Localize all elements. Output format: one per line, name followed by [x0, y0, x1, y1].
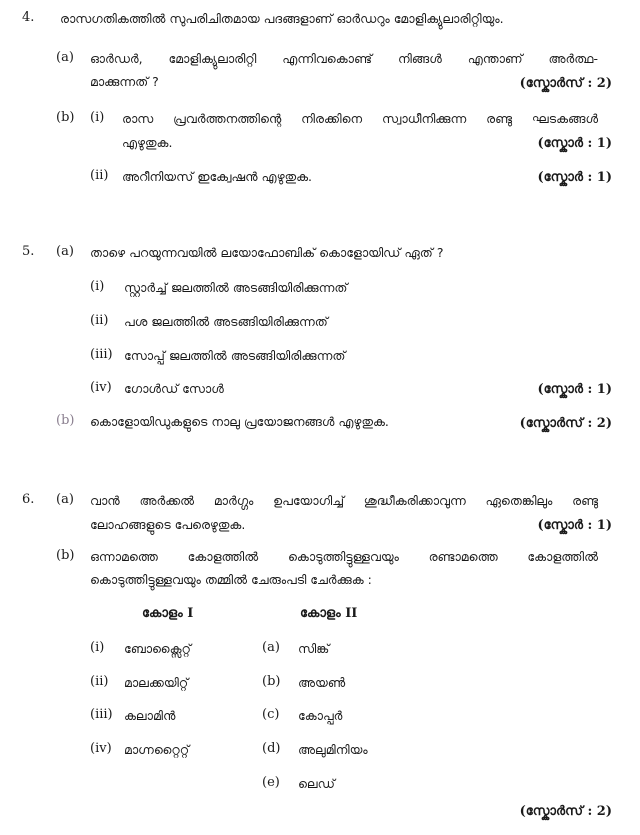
- option-text: പശ ജലത്തിൽ അടങ്ങിയിരിക്കുന്നത്: [124, 314, 328, 329]
- subpart-label: (i): [90, 110, 105, 125]
- subpart-label: (ii): [90, 168, 109, 183]
- column-1-item: മാഗ്നറ്റൈറ്റ്: [124, 742, 190, 757]
- part-label: (a): [56, 50, 74, 65]
- part-text: താഴെ പറയുന്നവയിൽ ലയോഫോബിക് കൊളോയിഡ് ഏത് ?: [90, 245, 444, 260]
- part-text: കൊളോയിഡുകളുടെ നാലു പ്രയോജനങ്ങൾ എഴുതുക.: [90, 414, 389, 429]
- option-label: (iii): [90, 347, 113, 362]
- column-1-item: മാലക്കയിറ്റ്: [124, 675, 189, 690]
- score-label: (സ്കോർസ് : 2): [519, 76, 612, 91]
- part-text: ഓർഡർ, മോളിക്യുലാരിറ്റി എന്നിവകൊണ്ട് നിങ്ങൾ എന്താണ് അർത്ഥ-: [90, 51, 598, 66]
- column-1-label: (iii): [90, 707, 113, 722]
- part-text: ഒന്നാമത്തെ കോളത്തിൽ കൊടുത്തിട്ടുള്ളവയും രണ്ടാമത്തെ കോളത്തിൽ: [90, 549, 598, 564]
- part-text: മാക്കുന്നത് ?: [90, 74, 159, 89]
- score-label: (സ്കോർ : 1): [537, 382, 612, 397]
- column-2-label: (a): [262, 640, 280, 655]
- column-2-item: അയൺ: [298, 675, 346, 690]
- part-label: (a): [56, 492, 74, 507]
- option-text: സ്റ്റാർച്ച് ജലത്തിൽ അടങ്ങിയിരിക്കുന്നത്: [124, 280, 348, 295]
- question-number: 6.: [22, 492, 35, 507]
- part-text: ലോഹങ്ങളുടെ പേരെഴുതുക.: [90, 517, 246, 532]
- part-label: (a): [56, 244, 74, 259]
- column-2-label: (e): [262, 775, 280, 790]
- column-2-item: ലെഡ്: [298, 776, 335, 791]
- column-2-label: (c): [262, 707, 280, 722]
- subpart-text: രാസ പ്രവർത്തനത്തിന്റെ നിരക്കിനെ സ്വാധീനിക്കുന്ന രണ്ടു ഘടകങ്ങൾ: [122, 111, 598, 126]
- question-stem: രാസഗതികത്തിൽ സുപരിചിതമായ പദങ്ങളാണ് ഓർഡറും മോളിക്യുലാരിറ്റിയും.: [60, 11, 504, 26]
- score-label: (സ്കോർ : 1): [537, 518, 612, 533]
- column-1-item: ബോക്സൈറ്റ്: [124, 641, 191, 656]
- column-1-label: (i): [90, 640, 105, 655]
- column-1-item: കലാമിൻ: [124, 708, 176, 723]
- column-1-heading: കോളം I: [142, 606, 194, 621]
- subpart-text: എഴുതുക.: [122, 135, 173, 150]
- option-label: (ii): [90, 313, 109, 328]
- column-2-label: (b): [262, 674, 281, 689]
- question-number: 4.: [22, 10, 35, 25]
- column-2-label: (d): [262, 741, 281, 756]
- score-label: (സ്കോർ : 1): [537, 136, 612, 151]
- part-label: (b): [56, 110, 75, 125]
- part-label: (b): [56, 548, 75, 563]
- column-1-label: (ii): [90, 674, 109, 689]
- option-text: സോപ്പ് ജലത്തിൽ അടങ്ങിയിരിക്കുന്നത്: [124, 348, 346, 363]
- column-1-label: (iv): [90, 741, 112, 756]
- column-2-item: അലുമിനിയം: [298, 742, 368, 757]
- option-label: (iv): [90, 380, 112, 395]
- score-label: (സ്കോർസ് : 2): [519, 416, 612, 431]
- column-2-heading: കോളം II: [300, 606, 358, 621]
- subpart-text: അറീനിയസ് ഇക്വേഷൻ എഴുതുക.: [122, 169, 312, 184]
- score-label: (സ്കോർസ് : 2): [519, 804, 612, 819]
- question-number: 5.: [22, 244, 35, 259]
- option-label: (i): [90, 279, 105, 294]
- part-text: വാൻ അർക്കൽ മാർഗ്ഗം ഉപയോഗിച്ച് ശുദ്ധീകരിക്കാവുന്ന ഏതെങ്കിലും രണ്ടു: [90, 493, 598, 508]
- score-label: (സ്കോർ : 1): [537, 170, 612, 185]
- column-2-item: സിങ്ക്: [298, 641, 330, 656]
- column-2-item: കോപ്പർ: [298, 708, 343, 723]
- part-label: (b): [56, 413, 75, 428]
- part-text: കൊടുത്തിട്ടുള്ളവയും തമ്മിൽ ചേരുംപടി ചേർക്കുക :: [90, 572, 372, 587]
- option-text: ഗോൾഡ് സോൾ: [124, 381, 224, 396]
